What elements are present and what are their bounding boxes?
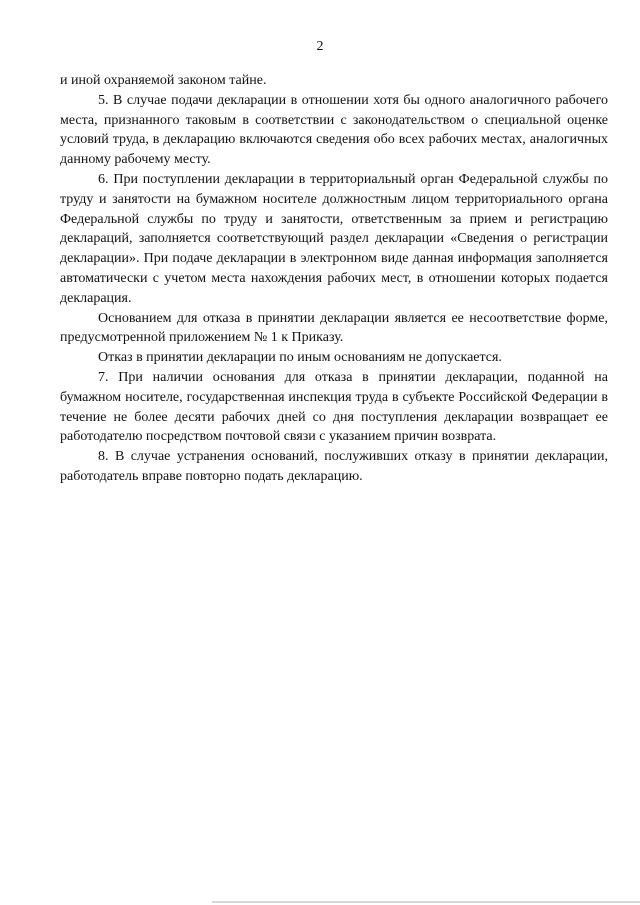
scan-edge-line [212, 901, 640, 903]
paragraph-item-6: 6. При поступлении декларации в территориальный орган Федеральной службы по труду и занятости на бумажном носителе должностным лицом территориального органа Федеральной службы по труду и занятости, ответственным за прием и регистрацию деклараций, заполняется соответствующий раздел декларации «Сведения о регистрации декларации». При подаче декларации в электронном виде данная информация заполняется автоматически с учетом места нахождения рабочих мест, в отношении которых подается декларация. [60, 171, 608, 306]
paragraph-item-8: 8. В случае устранения оснований, послуживших отказу в принятии декларации, работодатель вправе повторно подать декларацию. [60, 449, 608, 484]
paragraph-refusal-other: Отказ в принятии декларации по иным основаниям не допускается. [98, 350, 502, 366]
document-body [60, 71, 608, 487]
paragraph-continuation: и иной охраняемой законом тайне. [60, 73, 267, 88]
paragraph-refusal-grounds: Основанием для отказа в принятии декларации является ее несоответствие форме, предусмотренной приложением № 1 к Приказу. [60, 310, 608, 346]
page-number: 2 [316, 39, 324, 54]
paragraph-item-7: 7. При наличии основания для отказа в принятии декларации, поданной на бумажном носителе, государственная инспекция труда в субъекте Российской Федерации в течение не более десяти рабочих дней со дня поступления декларации возвращает ее работодателю посредством почтовой связи с указанием причин возврата. [60, 369, 608, 445]
paragraph-item-5: 5. В случае подачи декларации в отношении хотя бы одного аналогичного рабочего места, признанного таковым в соответствии с законодательством о специальной оценке условий труда, в декларацию включаются сведения обо всех рабочих местах, аналогичных данному рабочему месту. [60, 92, 608, 168]
